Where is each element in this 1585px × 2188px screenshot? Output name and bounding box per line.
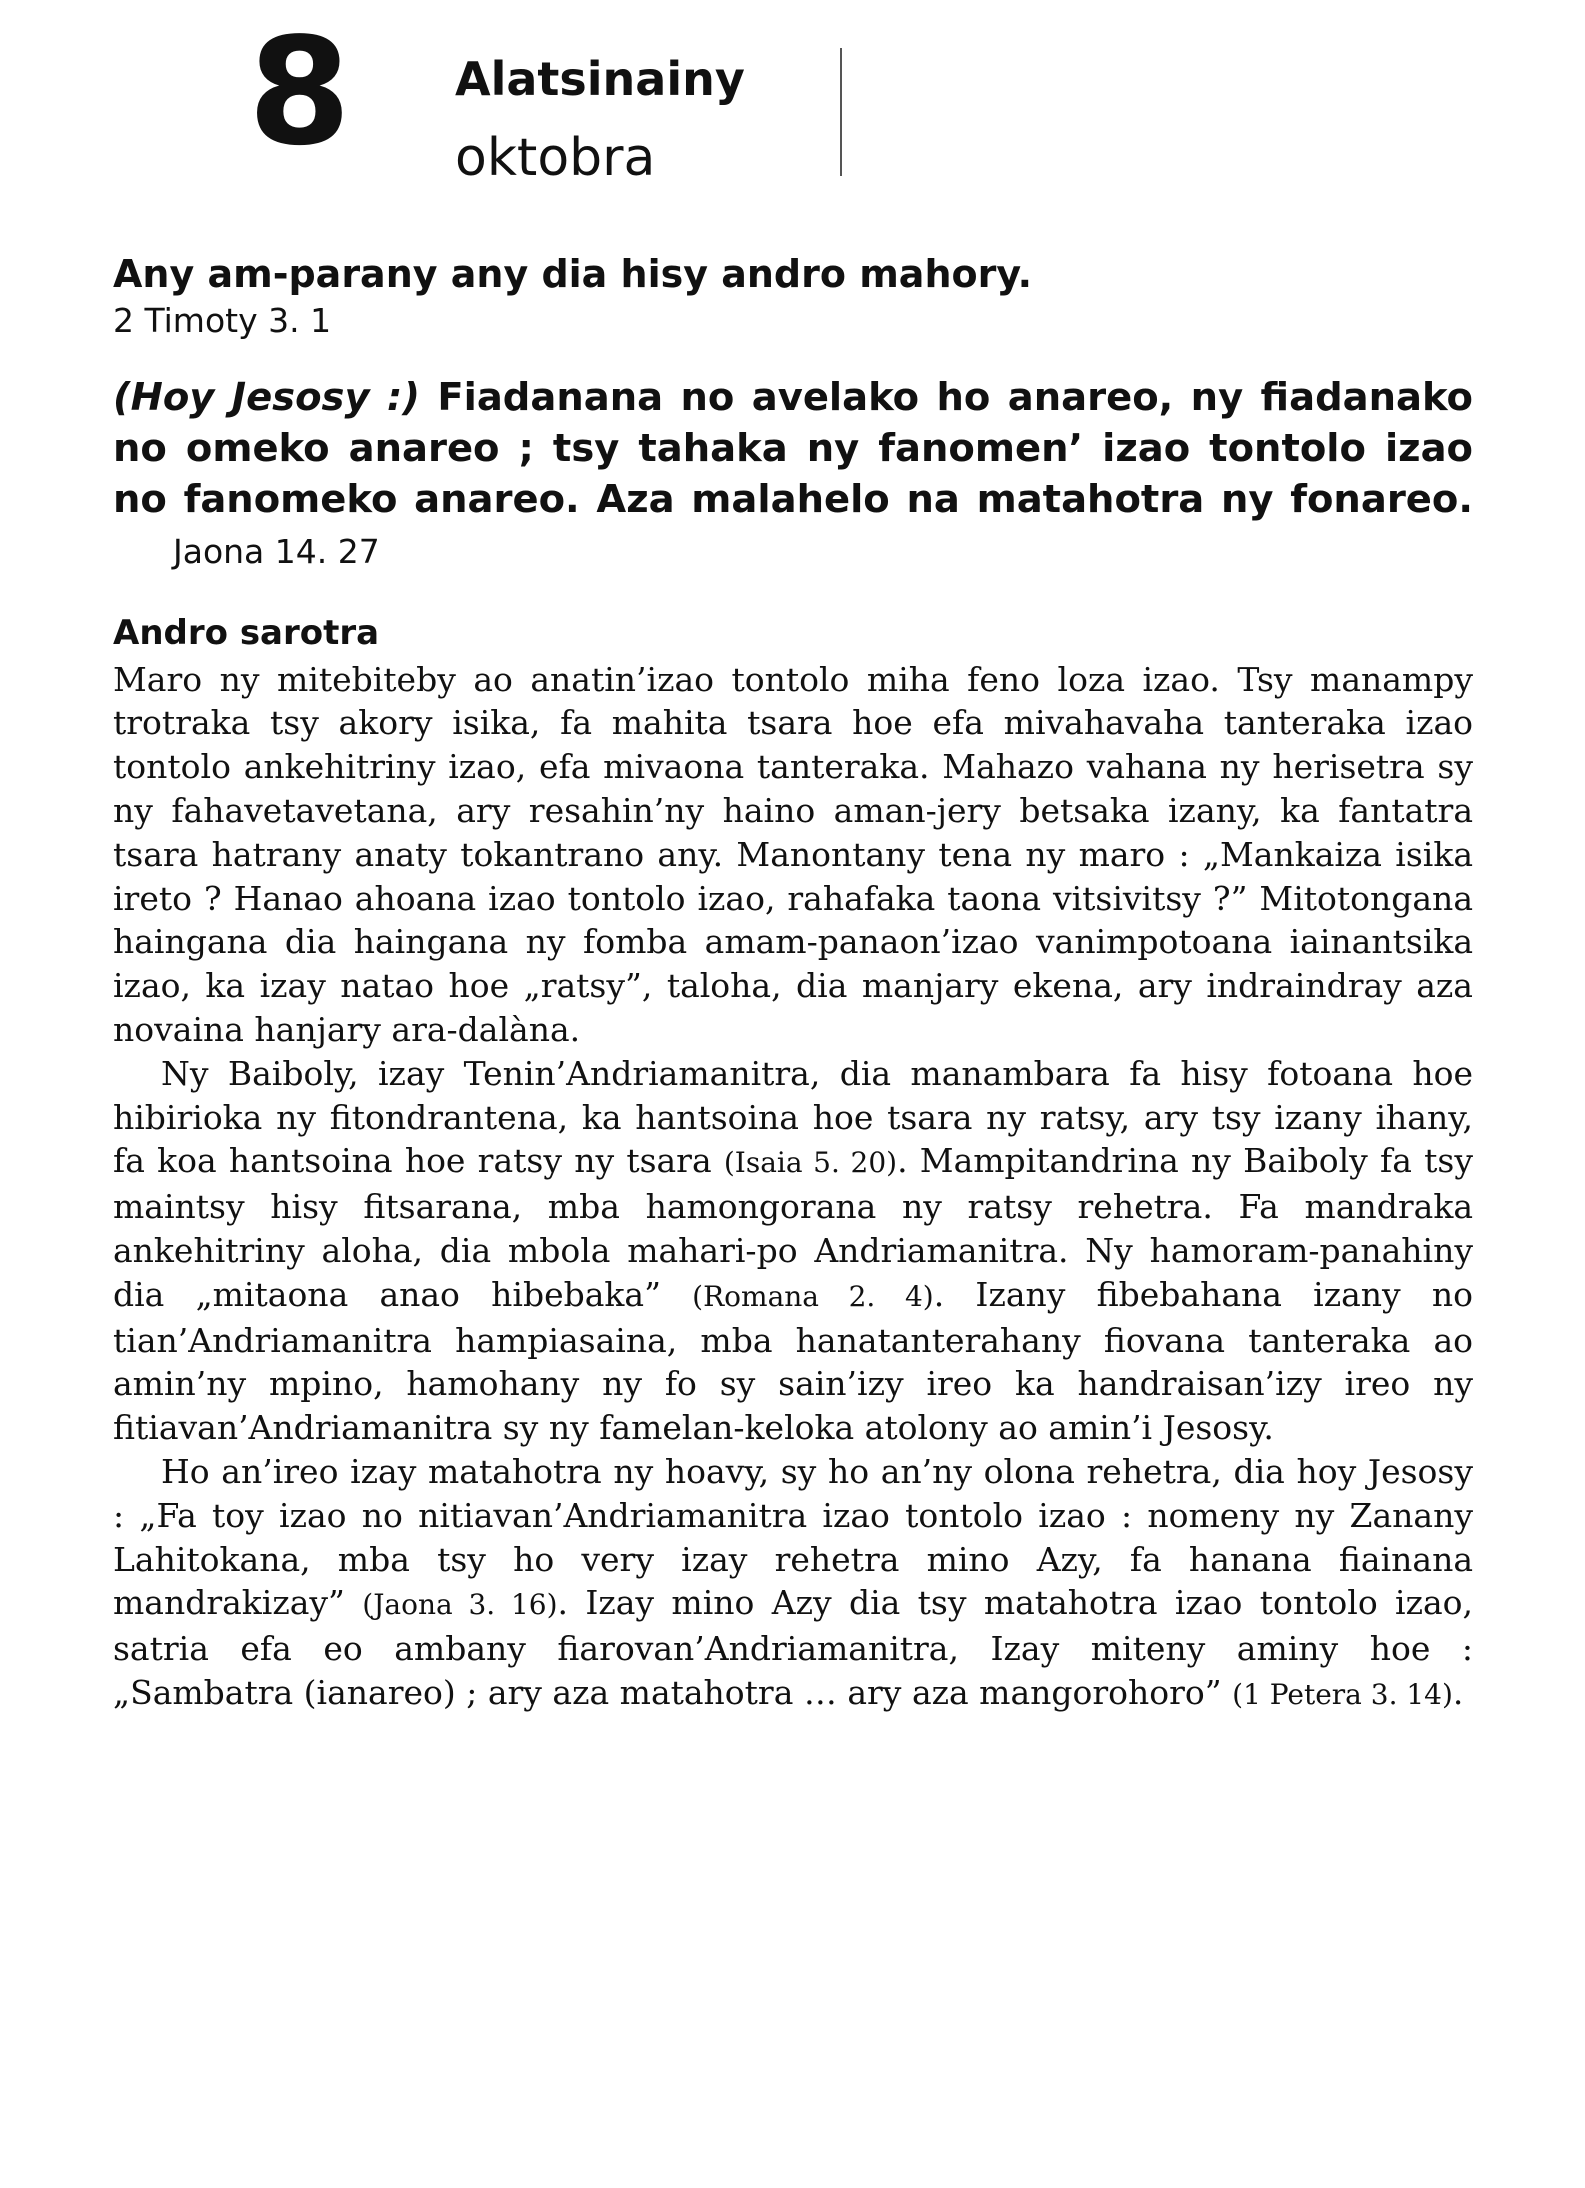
scripture-reference: (Jaona 3. 16) xyxy=(362,1588,558,1622)
main-verse xyxy=(113,372,1473,577)
scripture-reference: (1 Petera 3. 14) xyxy=(1232,1678,1453,1711)
scripture-reference: (Romana 2. 4) xyxy=(692,1279,934,1313)
paragraph-text: . Izay mino Azy dia tsy matahotra izao tontolo izao, satria efa eo ambany fiarovan’Andriamanitra, Izay miteny aminy hoe : „Sambatra (ianareo) ; ary aza matahotra … ary aza mangorohoro” xyxy=(113,1583,1474,1712)
paragraph-text: . xyxy=(1452,1673,1464,1712)
main-verse-reference: Jaona 14. 27 xyxy=(173,532,380,572)
article-paragraph xyxy=(113,1450,1473,1717)
paragraph-text: Maro ny mitebiteby ao anatin’izao tontolo miha feno loza izao. Tsy manampy trotraka tsy akory isika, fa mahita tsara hoe efa mivahavaha tanteraka izao tontolo ankehitriny izao, efa mivaona tanteraka. Mahazo vahana ny herisetra sy ny fahavetavetana, ary resahin’ny haino aman-jery betsaka izany, ka fantatra tsara hatrany anaty tokantrano any. Manontany tena ny maro : „Mankaiza isika ireto ? Hanao ahoana izao tontolo izao, rahafaka taona vitsivitsy ?” Mitotongana haingana dia haingana ny fomba amam-panaon’izao vanimpotoana iainantsika izao, ka izay natao hoe „ratsy”, taloha, dia manjary ekena, ary indraindray aza novaina hanjary ara-dalàna. xyxy=(113,659,1473,1050)
paragraph-text: Ho an’ireo izay matahotra ny hoavy, sy ho an’ny olona rehetra, dia hoy Jesosy : „Fa toy izao no nitiavan’Andriamanitra izao tontolo izao : nomeny ny Zanany Lahitokana, mba tsy ho very izay rehetra mino Azy, fa hanana fiainana mandrakizay” xyxy=(113,1452,1473,1623)
date-header xyxy=(113,6,1473,200)
article-body xyxy=(113,658,1473,1717)
article-paragraph xyxy=(113,658,1473,1052)
paragraph-text: . Mampitandrina ny Baiboly fa tsy maintsy hisy fitsarana, mba hamongorana ny ratsy rehetra. Fa mandraka ankehitriny aloha, dia mbola mahari-po Andriamanitra. Ny hamoram-panahiny dia „mitaona anao hibebaka” xyxy=(113,1141,1473,1314)
main-verse-text: Fiadanana no avelako ho anareo, ny fiadanako no omeko anareo ; tsy tahaka ny fanomen’ izao tontolo izao no fanomeko anareo. Aza malahelo na matahotra ny fonareo. xyxy=(113,375,1474,523)
header-divider xyxy=(840,48,842,176)
main-verse-speaker: (Hoy Jesosy :) xyxy=(113,375,420,421)
paragraph-text: . Izany fibebahana izany no tian’Andriamanitra hampiasaina, mba hanatanterahany fiovana tanteraka ao amin’ny mpino, hamohany ny fo sy sain’izy ireo ka handraisan’izy ireo ny fitiavan’Andriamanitra sy ny famelan-keloka atolony ao amin’i Jesosy. xyxy=(113,1274,1473,1448)
devotional-page xyxy=(113,6,1474,1717)
verse-of-day-reference: 2 Timoty 3. 1 xyxy=(113,300,332,340)
article-title: Andro sarotra xyxy=(113,613,380,654)
scripture-reference: (Isaia 5. 20) xyxy=(723,1146,898,1180)
month-label: oktobra xyxy=(455,128,656,188)
weekday-label: Alatsinainy xyxy=(455,52,745,106)
day-number: 8 xyxy=(248,6,349,178)
paragraph-text: Ny Baiboly, izay Tenin’Andriamanitra, dia manambara fa hisy fotoana hoe hibirioka ny fitondrantena, ka hantsoina hoe tsara ny ratsy, ary tsy izany ihany, fa koa hantsoina hoe ratsy ny tsara xyxy=(113,1053,1473,1181)
article-paragraph xyxy=(113,1052,1473,1450)
verse-of-day-text: Any am-parany any dia hisy andro mahory. xyxy=(113,252,1033,296)
